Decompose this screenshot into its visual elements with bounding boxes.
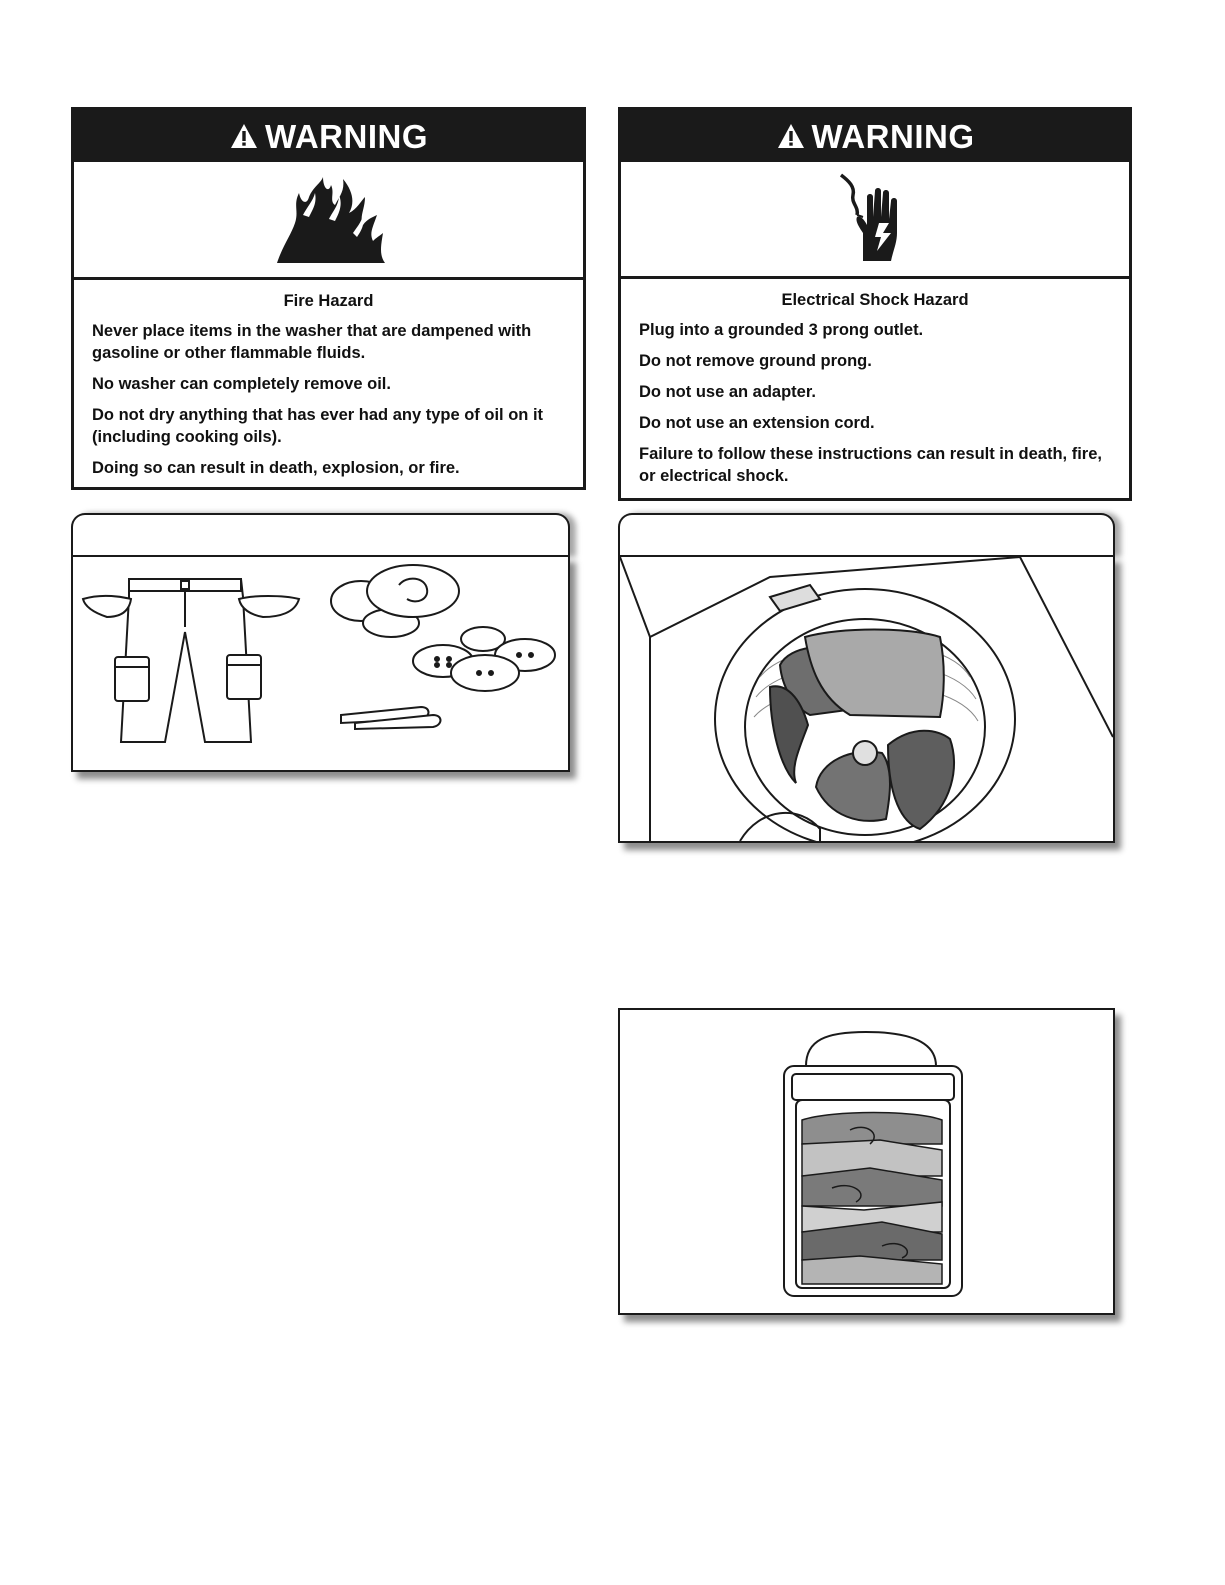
fire-icon: [269, 175, 389, 265]
buttons-icon: [413, 627, 555, 691]
washer-basket-load-illustration: [618, 555, 1115, 843]
electrical-shock-warning: [618, 107, 1132, 501]
washer-front-drawing: [620, 1010, 1113, 1313]
hazard-icon-row: [74, 162, 583, 280]
loaded-washer-front-illustration: [618, 1008, 1115, 1315]
warning-line: No washer can completely remove oil.: [92, 375, 391, 393]
warning-line: Do not use an adapter.: [639, 383, 816, 401]
warning-body: [621, 279, 1129, 487]
fire-hazard-warning: [71, 107, 586, 490]
warning-line: Doing so can result in death, explosion, or fire.: [92, 459, 460, 477]
warning-line: Do not dry anything that has ever had any type of oil on it (including cooking oils).: [92, 406, 544, 446]
pockets-coins-buttons-drawing: [73, 557, 568, 770]
alert-triangle-icon: [229, 122, 259, 150]
empty-pockets-illustration: [71, 555, 570, 772]
warning-header: [74, 110, 583, 162]
washer-basket-drawing: [620, 557, 1113, 841]
warning-line: Never place items in the washer that are dampened with gasoline or other flammable fluids.: [92, 322, 532, 362]
hazard-icon-row: [621, 162, 1129, 279]
warning-line: Do not remove ground prong.: [639, 352, 872, 370]
illustration-tab: [618, 513, 1115, 557]
warning-line: Do not use an extension cord.: [639, 414, 875, 432]
safety-pins-icon: [341, 707, 441, 729]
pants-icon: [83, 579, 299, 742]
coins-icon: [331, 565, 459, 637]
warning-line: Plug into a grounded 3 prong outlet.: [639, 321, 924, 339]
alert-triangle-icon: [776, 122, 806, 150]
laundry-stack-icon: [802, 1113, 942, 1285]
warning-title: WARNING: [265, 117, 428, 155]
warning-title: WARNING: [811, 117, 975, 155]
electrical-shock-icon: [835, 171, 915, 267]
warning-body: [74, 280, 583, 479]
warning-header: [621, 110, 1129, 162]
hazard-title: Electrical Shock Hazard: [781, 291, 969, 309]
hazard-title: Fire Hazard: [283, 292, 374, 310]
illustration-tab: [71, 513, 570, 557]
warning-line: Failure to follow these instructions can result in death, fire, or electrical shock.: [639, 445, 1102, 485]
